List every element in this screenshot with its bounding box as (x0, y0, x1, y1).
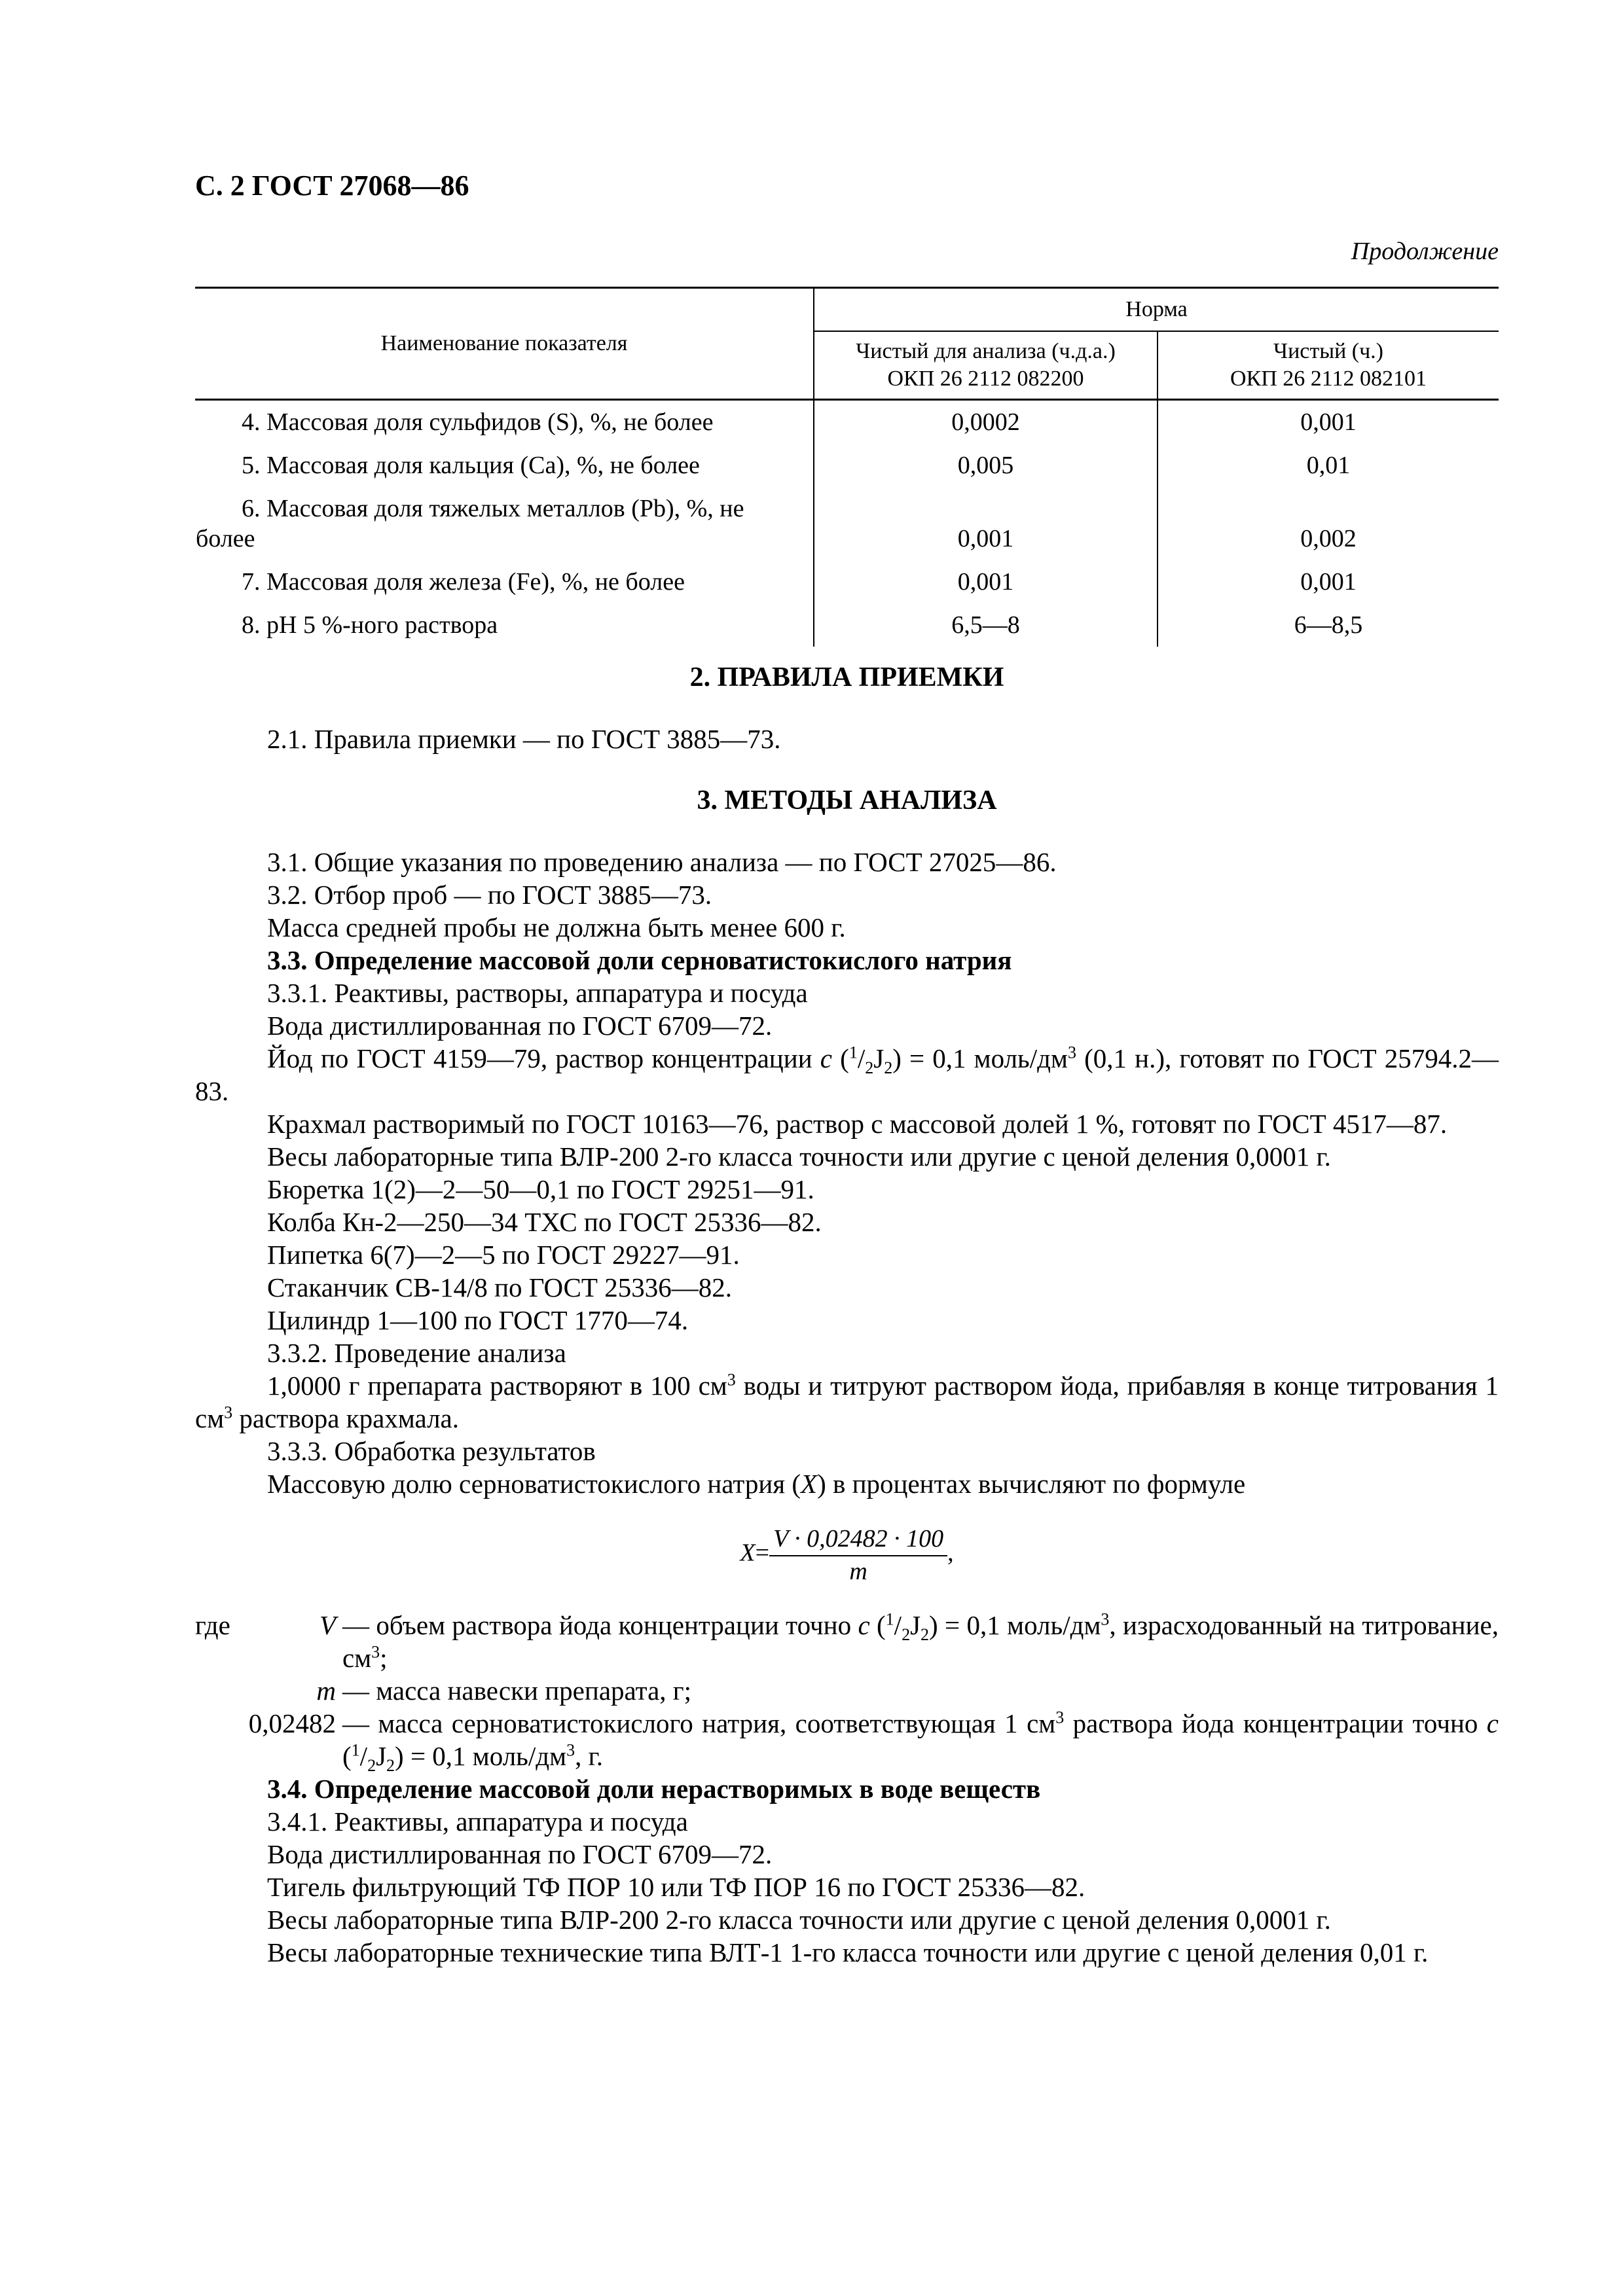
slash: / (857, 1043, 866, 1073)
grade-pure-title: Чистый (ч.) (1273, 339, 1384, 363)
def-v-symbol: V (319, 1610, 336, 1640)
table-row (195, 560, 1499, 603)
norm-header: Норма (814, 288, 1499, 332)
def-k-d: , г. (575, 1741, 604, 1771)
calc-b: ) в процентах вычисляют по формуле (817, 1469, 1246, 1499)
procedure-c: раствора крахмала. (232, 1403, 459, 1433)
continuation-label: Продолжение (1351, 238, 1499, 265)
page-header: С. 2 ГОСТ 27068—86 (195, 170, 469, 202)
clause-3-1: 3.1. Общие указания по проведению анализа — по ГОСТ 27025—86. (267, 847, 1057, 877)
paren-close: ) (892, 1043, 902, 1073)
slash: / (359, 1741, 368, 1771)
procedure-a: 1,0000 г препарата растворяют в 100 см (267, 1371, 727, 1401)
clause-3-3-3: 3.3.3. Обработка результатов (267, 1436, 596, 1466)
indicator-name: 4. Массовая доля сульфидов (S), %, не более (195, 400, 814, 444)
definitions (195, 1609, 1499, 1776)
section-2-title: 2. ПРАВИЛА ПРИЕМКИ (689, 662, 1004, 692)
indicator-name-header: Наименование показателя (195, 288, 814, 400)
value-pure-analysis: 0,001 (814, 560, 1158, 603)
formula-numerator: V · 0,02482 · 100 (769, 1524, 947, 1556)
reagent-water: Вода дистиллированная по ГОСТ 6709—72. (267, 1011, 773, 1041)
equipment-scales-2: Весы лабораторные типа ВЛР-200 2-го класса точности или другие с ценой деления 0,0001 г. (267, 1905, 1331, 1935)
value-pure: 0,002 (1300, 525, 1357, 552)
sub-two: 2 (884, 1058, 893, 1078)
equipment-scales: Весы лабораторные типа ВЛР-200 2-го класса точности или другие с ценой деления 0,0001 г. (267, 1141, 1331, 1172)
formula-denominator: m (849, 1558, 867, 1585)
iodine-symbol: J (376, 1741, 387, 1771)
sub-two: 2 (386, 1756, 395, 1776)
paren-close: ) (929, 1610, 938, 1640)
value-pure: 0,001 (1300, 568, 1357, 596)
equipment-scales-3: Весы лабораторные технические типа ВЛТ-1 1-го класса точности или другие с ценой деления 0,01 г. (267, 1937, 1429, 1967)
value-pure-analysis: 0,005 (814, 444, 1158, 487)
clause-3-3-1: 3.3.1. Реактивы, растворы, аппаратура и посуда (267, 978, 808, 1008)
x-symbol: X (801, 1469, 818, 1499)
table-row (195, 603, 1499, 647)
clause-3-3-2: 3.3.2. Проведение анализа (267, 1338, 566, 1368)
sample-mass-note: Масса средней пробы не должна быть менее 600 г. (267, 912, 846, 942)
definition-row (195, 1707, 1499, 1772)
clause-3-2: 3.2. Отбор проб — по ГОСТ 3885—73. (267, 880, 712, 910)
def-v-a: — объем раствора йода концентрации точно (342, 1610, 858, 1640)
iodine-text-a: Йод по ГОСТ 4159—79, раствор концентрации (267, 1043, 820, 1073)
sup-three: 3 (1055, 1708, 1065, 1727)
conc-symbol: c (1486, 1708, 1499, 1738)
calc-a: Массовую долю серноватистокислого натрия ( (267, 1469, 801, 1499)
procedure-text (195, 1369, 1499, 1435)
table-row (195, 487, 1499, 560)
indicator-name: 6. Массовая доля тяжелых металлов (Pb), %, не более (195, 487, 814, 560)
value-pure-analysis: 6,5—8 (814, 603, 1158, 647)
document-body (195, 661, 1499, 1969)
equipment-flask: Колба Кн-2—250—34 ТХС по ГОСТ 25336—82. (267, 1207, 822, 1237)
sup-three: 3 (224, 1403, 233, 1422)
def-m-symbol: m (316, 1676, 336, 1706)
grade-pure-analysis-title: Чистый для анализа (ч.д.а.) (856, 339, 1116, 363)
sub-two: 2 (921, 1625, 930, 1645)
def-k-b: раствора йода концентрации точно (1064, 1708, 1487, 1738)
sup-three: 3 (1067, 1043, 1076, 1062)
grade-pure-code: ОКП 26 2112 082101 (1230, 367, 1427, 391)
grade-pure-analysis-header (814, 331, 1158, 400)
formula-fraction (769, 1524, 947, 1587)
grade-pure-analysis-code: ОКП 26 2112 082200 (887, 367, 1084, 391)
indicator-name: 5. Массовая доля кальция (Са), %, не более (195, 444, 814, 487)
indicator-name: 7. Массовая доля железа (Fe), %, не более (195, 560, 814, 603)
iodine-symbol: J (910, 1610, 921, 1640)
calc-intro (195, 1467, 1499, 1500)
sup-one: 1 (351, 1740, 360, 1760)
value-pure: 0,001 (1300, 408, 1357, 436)
norms-table (195, 287, 1499, 647)
def-k-a: — масса серноватистокислого натрия, соответствующая 1 см (342, 1708, 1056, 1738)
def-v-c: , израсходованный на титрование, см (342, 1610, 1499, 1673)
value-pure: 0,01 (1306, 452, 1351, 479)
reagent-starch: Крахмал растворимый по ГОСТ 10163—76, раствор с массовой долей 1 %, готовят по ГОСТ 4517—87. (267, 1109, 1448, 1139)
iodine-text-b: = 0,1 моль/дм (901, 1043, 1068, 1073)
clause-3-4-1: 3.4.1. Реактивы, аппаратура и посуда (267, 1806, 688, 1837)
table-row (195, 400, 1499, 444)
def-k-c: = 0,1 моль/дм (403, 1741, 567, 1771)
sup-three: 3 (566, 1740, 575, 1760)
sup-three: 3 (727, 1370, 736, 1390)
sup-one: 1 (848, 1043, 858, 1062)
formula (195, 1524, 1499, 1587)
value-pure-analysis: 0,001 (814, 487, 1158, 560)
clause-2-1: 2.1. Правила приемки — по ГОСТ 3885—73. (267, 724, 781, 754)
formula-trail: , (947, 1539, 954, 1567)
def-k-text (342, 1707, 1499, 1776)
def-m-text: — масса навески препарата, г; (342, 1676, 691, 1706)
value-pure-analysis: 0,0002 (814, 400, 1158, 444)
conc-symbol: c (820, 1043, 832, 1073)
slash: / (894, 1610, 902, 1640)
clause-3-3-title: 3.3. Определение массовой доли серноватистокислого натрия (267, 945, 1012, 975)
section-3-title: 3. МЕТОДЫ АНАЛИЗА (697, 785, 997, 816)
paren-open: ( (869, 1610, 886, 1640)
paren-close: ) (395, 1741, 404, 1771)
paren-open: ( (342, 1741, 352, 1771)
sub-two: 2 (865, 1058, 874, 1078)
definition-row (195, 1609, 1499, 1674)
sup-three: 3 (1101, 1609, 1110, 1629)
sup-three: 3 (371, 1642, 380, 1662)
where-label: где (195, 1610, 230, 1640)
table-row (195, 444, 1499, 487)
equipment-pipette: Пипетка 6(7)—2—5 по ГОСТ 29227—91. (267, 1240, 740, 1270)
conc-symbol: c (858, 1610, 870, 1640)
value-pure: 6—8,5 (1294, 611, 1363, 639)
def-v-text (342, 1609, 1499, 1674)
sub-two: 2 (902, 1625, 911, 1645)
equipment-cup: Стаканчик СВ-14/8 по ГОСТ 25336—82. (267, 1272, 732, 1302)
iodine-text-c: (0,1 н.), готовят по ГОСТ 25794.2—83. (195, 1043, 1499, 1106)
formula-equals: = (755, 1539, 770, 1567)
indicator-name: 8. рН 5 %-ного раствора (195, 603, 814, 647)
def-v-b: = 0,1 моль/дм (938, 1610, 1101, 1640)
grade-pure-header (1158, 331, 1499, 400)
sup-one: 1 (885, 1609, 894, 1629)
reagent-iodine (195, 1042, 1499, 1107)
equipment-crucible: Тигель фильтрующий ТФ ПОР 10 или ТФ ПОР 16 по ГОСТ 25336—82. (267, 1872, 1085, 1902)
reagent-water-2: Вода дистиллированная по ГОСТ 6709—72. (267, 1839, 773, 1869)
sub-two: 2 (367, 1756, 376, 1776)
paren-open: ( (832, 1043, 849, 1073)
procedure-b: воды и титруют раствором йода, прибавляя в конце титрования 1 см (195, 1371, 1499, 1433)
def-k-symbol: 0,02482 (248, 1708, 336, 1738)
definition-row (195, 1674, 1499, 1707)
iodine-symbol: J (873, 1043, 884, 1073)
clause-3-4-title: 3.4. Определение массовой доли нерастворимых в воде веществ (267, 1774, 1041, 1804)
formula-lhs: X (740, 1539, 756, 1567)
def-v-d: ; (380, 1643, 388, 1673)
equipment-burette: Бюретка 1(2)—2—50—0,1 по ГОСТ 29251—91. (267, 1174, 814, 1204)
equipment-cylinder: Цилиндр 1—100 по ГОСТ 1770—74. (267, 1305, 689, 1335)
